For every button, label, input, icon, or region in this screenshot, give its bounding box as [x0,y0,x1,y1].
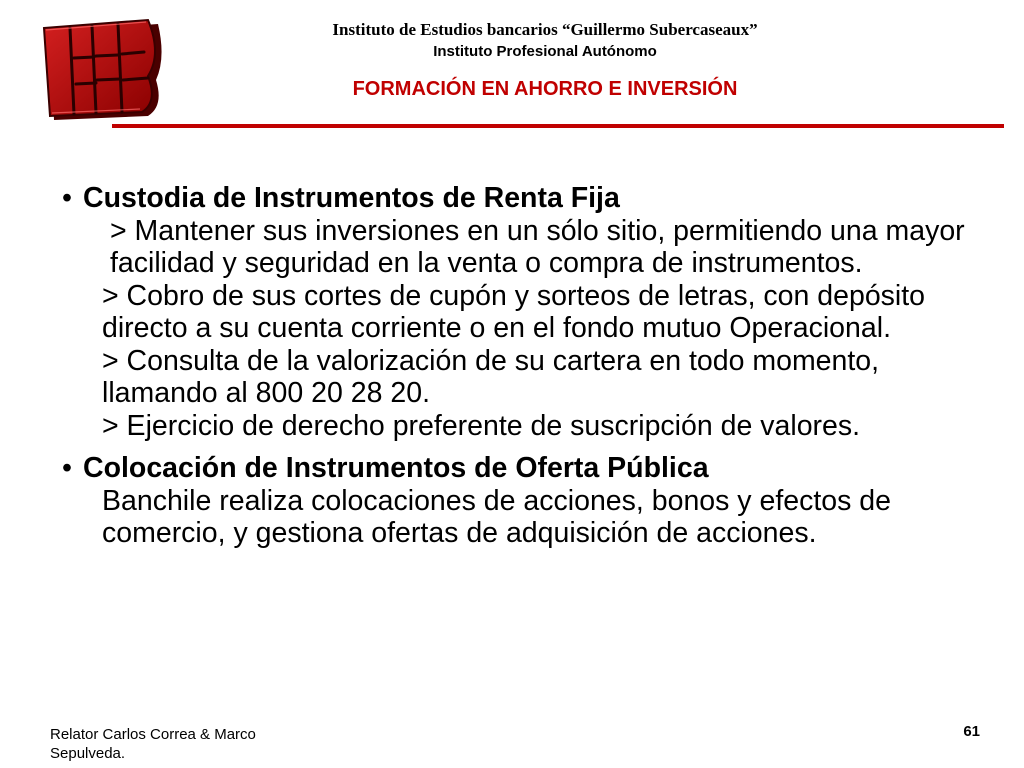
bullet-heading: Colocación de Instrumentos de Oferta Pública [83,452,709,484]
list-item: > Ejercicio de derecho preferente de suscripción de valores. [102,409,861,442]
bullet-custodia [62,182,982,442]
header-divider [112,124,1004,128]
institute-name: Instituto de Estudios bancarios “Guillermo Subercaseaux” [332,20,758,39]
footer-author: Relator Carlos Correa & Marco Sepulveda. [50,726,256,762]
slide-content [62,182,982,550]
bullet-heading: Custodia de Instrumentos de Renta Fija [83,182,620,214]
page-number: 61 [963,723,980,740]
list-item: Banchile realiza colocaciones de acciones, bonos y efectos de comercio, y gestiona ofertas de adquisición de acciones. [102,484,891,549]
institute-subtitle: Instituto Profesional Autónomo [433,43,657,60]
list-item: > Consulta de la valorización de su cartera en todo momento, llamando al 800 20 28 20. [102,344,880,409]
bullet-marker: • [62,182,72,214]
ieb-logo-icon [30,18,170,122]
list-item: > Mantener sus inversiones en un sólo sitio, permitiendo una mayor facilidad y seguridad en la venta o compra de instrumentos. [110,214,965,279]
list-item: > Cobro de sus cortes de cupón y sorteos de letras, con depósito directo a su cuenta corriente o en el fondo mutuo Operacional. [102,279,926,344]
bullet-marker: • [62,452,72,484]
bullet-colocacion [62,452,982,550]
course-title: FORMACIÓN EN AHORRO E INVERSIÓN [352,78,738,100]
